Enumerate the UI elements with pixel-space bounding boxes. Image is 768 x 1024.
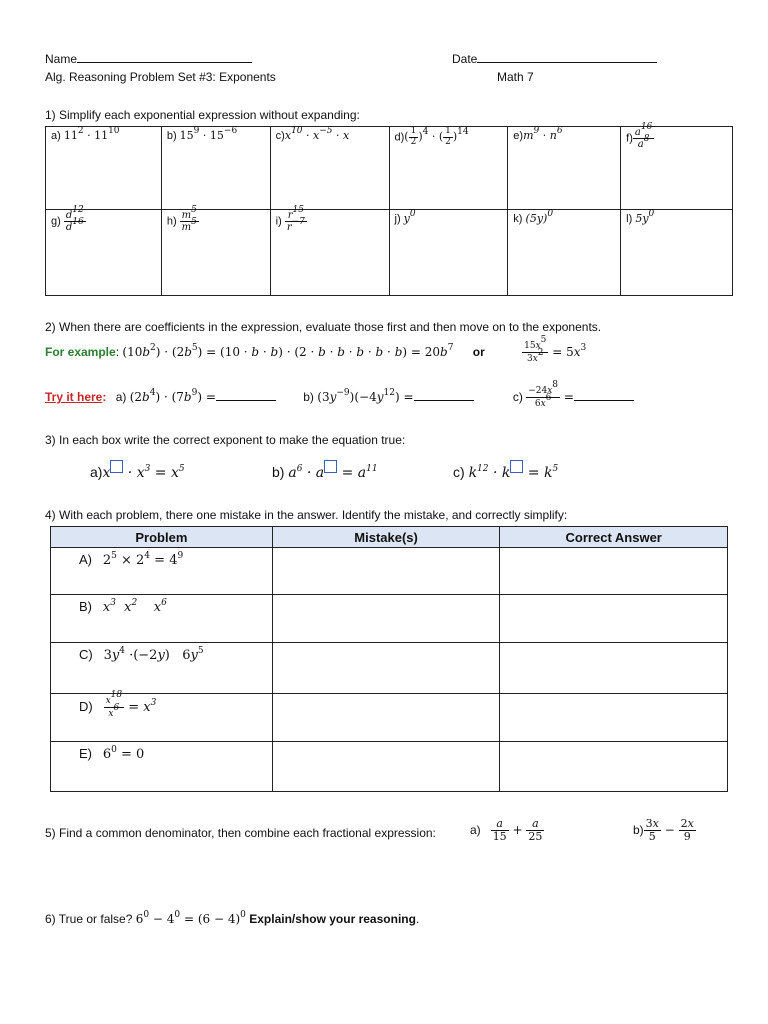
try-b-blank[interactable]: [414, 388, 474, 401]
q6-expression: $6^0 - 4^0 = (6 - 4)^0$: [135, 910, 246, 926]
q1-expr-f: $\frac{a^{16}}{a^8}$: [634, 122, 653, 150]
q4-answer-a[interactable]: [500, 548, 728, 595]
q5-a: a) $\frac{a}{15}$ + $\frac{a}{25}$: [470, 817, 543, 844]
q4-mistake-e[interactable]: [272, 742, 500, 792]
q1-expr-d: ( $\frac{1}{2}$ )$^4$ · ( $\frac{1}{2}$ )$^{14}$: [404, 126, 469, 147]
q4-problem-e: E) $6^0 = 0$: [51, 742, 273, 792]
try-a-blank[interactable]: [216, 388, 276, 401]
q4-prompt: 4) With each problem, there one mistake in the answer. Identify the mistake, and correctly simplify:: [45, 508, 568, 522]
q4-answer-d[interactable]: [500, 694, 728, 742]
q1-prompt: 1) Simplify each exponential expression without expanding:: [45, 108, 360, 122]
q1-cell-j[interactable]: j) $y^0$: [389, 210, 508, 296]
q6-prompt: 6) True or false?: [45, 912, 136, 926]
example-expression: $(10b^2) \cdot (2b^5) = (10 \cdot b \cdot b) \cdot (2 \cdot b \cdot b \cdot b \cdot b \cdot b) = 20b^7$: [122, 342, 454, 359]
q4-expr-e: $6^0 = 0$: [102, 745, 145, 762]
or-label: or: [472, 344, 485, 359]
q1-expr-l: $5y^0$: [635, 209, 655, 225]
q3-a-box[interactable]: [110, 460, 123, 473]
q4-mistake-a[interactable]: [272, 548, 500, 595]
date-line[interactable]: [452, 50, 657, 66]
try-a-expression: $(2b^4) \cdot (7b^9)$ =: [129, 387, 216, 404]
q1-cell-i[interactable]: i) $\frac{r^{15}}{r^{-7}}$: [270, 210, 389, 296]
example-label: For example: [45, 344, 116, 359]
q4-problem-a: A) $2^5 \times 2^4 = 4^9$: [51, 548, 273, 595]
q4-header-mistake: Mistake(s): [272, 527, 500, 548]
try-b-expression: $(3y^{-9})(-4y^{12})$ =: [317, 387, 414, 404]
q1-expr-j: $y^0$: [403, 209, 416, 225]
q3-c: c) $k^{12} \cdot k = k^5$: [453, 460, 558, 481]
q1-expr-c: $x^{10} \cdot x^{-5} \cdot x$: [284, 126, 350, 142]
q1-expr-g: $\frac{d^{12}}{d^{16}}$: [65, 205, 84, 233]
q4-expr-b: $x^3$ $x^2$ $x^6$: [102, 598, 167, 615]
q4-answer-c[interactable]: [500, 643, 728, 694]
q3-b-box[interactable]: [324, 460, 337, 473]
q1-expr-b: $15^9 \cdot 15^{-6}$: [179, 126, 238, 142]
q2-prompt: 2) When there are coefficients in the expression, evaluate those first and then move on to the exponents.: [45, 320, 602, 334]
q5-b-expression: $\frac{3x}{5}$ − $\frac{2x}{9}$: [645, 817, 694, 844]
q2-try: Try it here: a) $(2b^4) \cdot (7b^9) = b$) $(3y^{-9})(-4y^{12}) = c$) $\frac{-24x^8}{6x^6}$ =: [45, 385, 634, 410]
q4-mistake-d[interactable]: [272, 694, 500, 742]
try-label: Try it here: [45, 389, 103, 404]
q5-a-expression: $\frac{a}{15}$ + $\frac{a}{25}$: [492, 817, 543, 844]
q1-expr-a: $11^2 \cdot 11^{10}$: [63, 126, 120, 142]
q1-cell-f[interactable]: f) $\frac{a^{16}}{a^8}$: [621, 127, 733, 210]
q1-cell-c[interactable]: $c)x^{10} \cdot x^{-5} \cdot x$: [270, 127, 389, 210]
q1-cell-b[interactable]: b) $15^9 \cdot 15^{-6}$: [161, 127, 270, 210]
q1-cell-e[interactable]: $e)m^9 \cdot n^6$: [508, 127, 621, 210]
q3-prompt: 3) In each box write the correct exponent to make the equation true:: [45, 433, 406, 447]
q3-b: b) $a^6 \cdot a = a^{11}$: [272, 460, 378, 481]
q1-expr-h: $\frac{m^5}{m^5}$: [181, 205, 197, 233]
q4-table: [50, 526, 728, 792]
q1-expr-k: $(5y)^0$: [525, 209, 554, 225]
q3-a: $a)x \cdot x^3 = x^5$: [90, 460, 185, 481]
q2-example: For example: $(10b^2) \cdot (2b^5) = (10 \cdot b \cdot b) \cdot (2 \cdot b \cdot b \cdot b \cdot b \cdot b) = 20b^7$ or $\frac{15x^5}{3x^2}$ = $5x^3$: [45, 335, 587, 364]
q1-cell-k[interactable]: k) $(5y)^0$: [508, 210, 621, 296]
q1-cell-l[interactable]: l) $5y^0$: [621, 210, 733, 296]
example-fraction: $\frac{15x^5}{3x^2}$ = $5x^3$: [524, 335, 587, 364]
q6-explain: Explain/show your reasoning: [249, 912, 416, 926]
q4-header-problem: Problem: [51, 527, 273, 548]
try-c-expression: $\frac{-24x^8}{6x^6}$ =: [528, 380, 574, 409]
q4-problem-c: C) $3y^4 \cdot(-2y)$ $6y^5$: [51, 643, 273, 694]
course-name: Math 7: [497, 70, 534, 84]
q4-problem-d: D) $\frac{x^{18}}{x^6}$ = $x^3$: [51, 694, 273, 742]
q1-cell-g[interactable]: g) $\frac{d^{12}}{d^{16}}$: [46, 210, 162, 296]
q4-expr-c: $3y^4 \cdot(-2y)$ $6y^5$: [103, 646, 204, 663]
q4-answer-e[interactable]: [500, 742, 728, 792]
q4-expr-a: $2^5 \times 2^4 = 4^9$: [102, 551, 184, 568]
q4-mistake-b[interactable]: [272, 595, 500, 643]
q1-expr-i: $\frac{r^{15}}{r^{-7}}$: [286, 205, 305, 233]
q4-header-correct: Correct Answer: [500, 527, 728, 548]
name-blank[interactable]: [77, 50, 252, 63]
q4-mistake-c[interactable]: [272, 643, 500, 694]
q1-cell-h[interactable]: h) $\frac{m^5}{m^5}$: [161, 210, 270, 296]
name-line[interactable]: [45, 50, 252, 66]
q4-problem-b: B) $x^3$ $x^2$ $x^6$: [51, 595, 273, 643]
q5-prompt: 5) Find a common denominator, then combine each fractional expression:: [45, 826, 436, 840]
date-blank[interactable]: [477, 50, 657, 63]
q1-expr-e: $m^9 \cdot n^6$: [523, 126, 563, 142]
q1-cell-a[interactable]: a) $11^2 \cdot 11^{10}$: [46, 127, 162, 210]
q6-line: 6) True or false? $6^0 - 4^0 = (6 - 4)^0$ Explain/show your reasoning.: [45, 910, 420, 926]
q4-answer-b[interactable]: [500, 595, 728, 643]
q5-b: b) $\frac{3x}{5}$ − $\frac{2x}{9}$: [633, 817, 694, 844]
name-label: Name: [45, 52, 78, 66]
worksheet-title: Alg. Reasoning Problem Set #3: Exponents: [45, 70, 276, 84]
q1-table: [45, 122, 733, 296]
try-c-blank[interactable]: [574, 388, 634, 401]
q4-expr-d: $\frac{x^{18}}{x^6}$ = $x^3$: [105, 690, 157, 719]
q1-cell-d[interactable]: d)( $\frac{1}{2}$ )$^4$ · ( $\frac{1}{2}$ )$^{14}$: [389, 127, 508, 210]
q3-c-box[interactable]: [510, 460, 523, 473]
date-label: Date: [452, 52, 478, 66]
